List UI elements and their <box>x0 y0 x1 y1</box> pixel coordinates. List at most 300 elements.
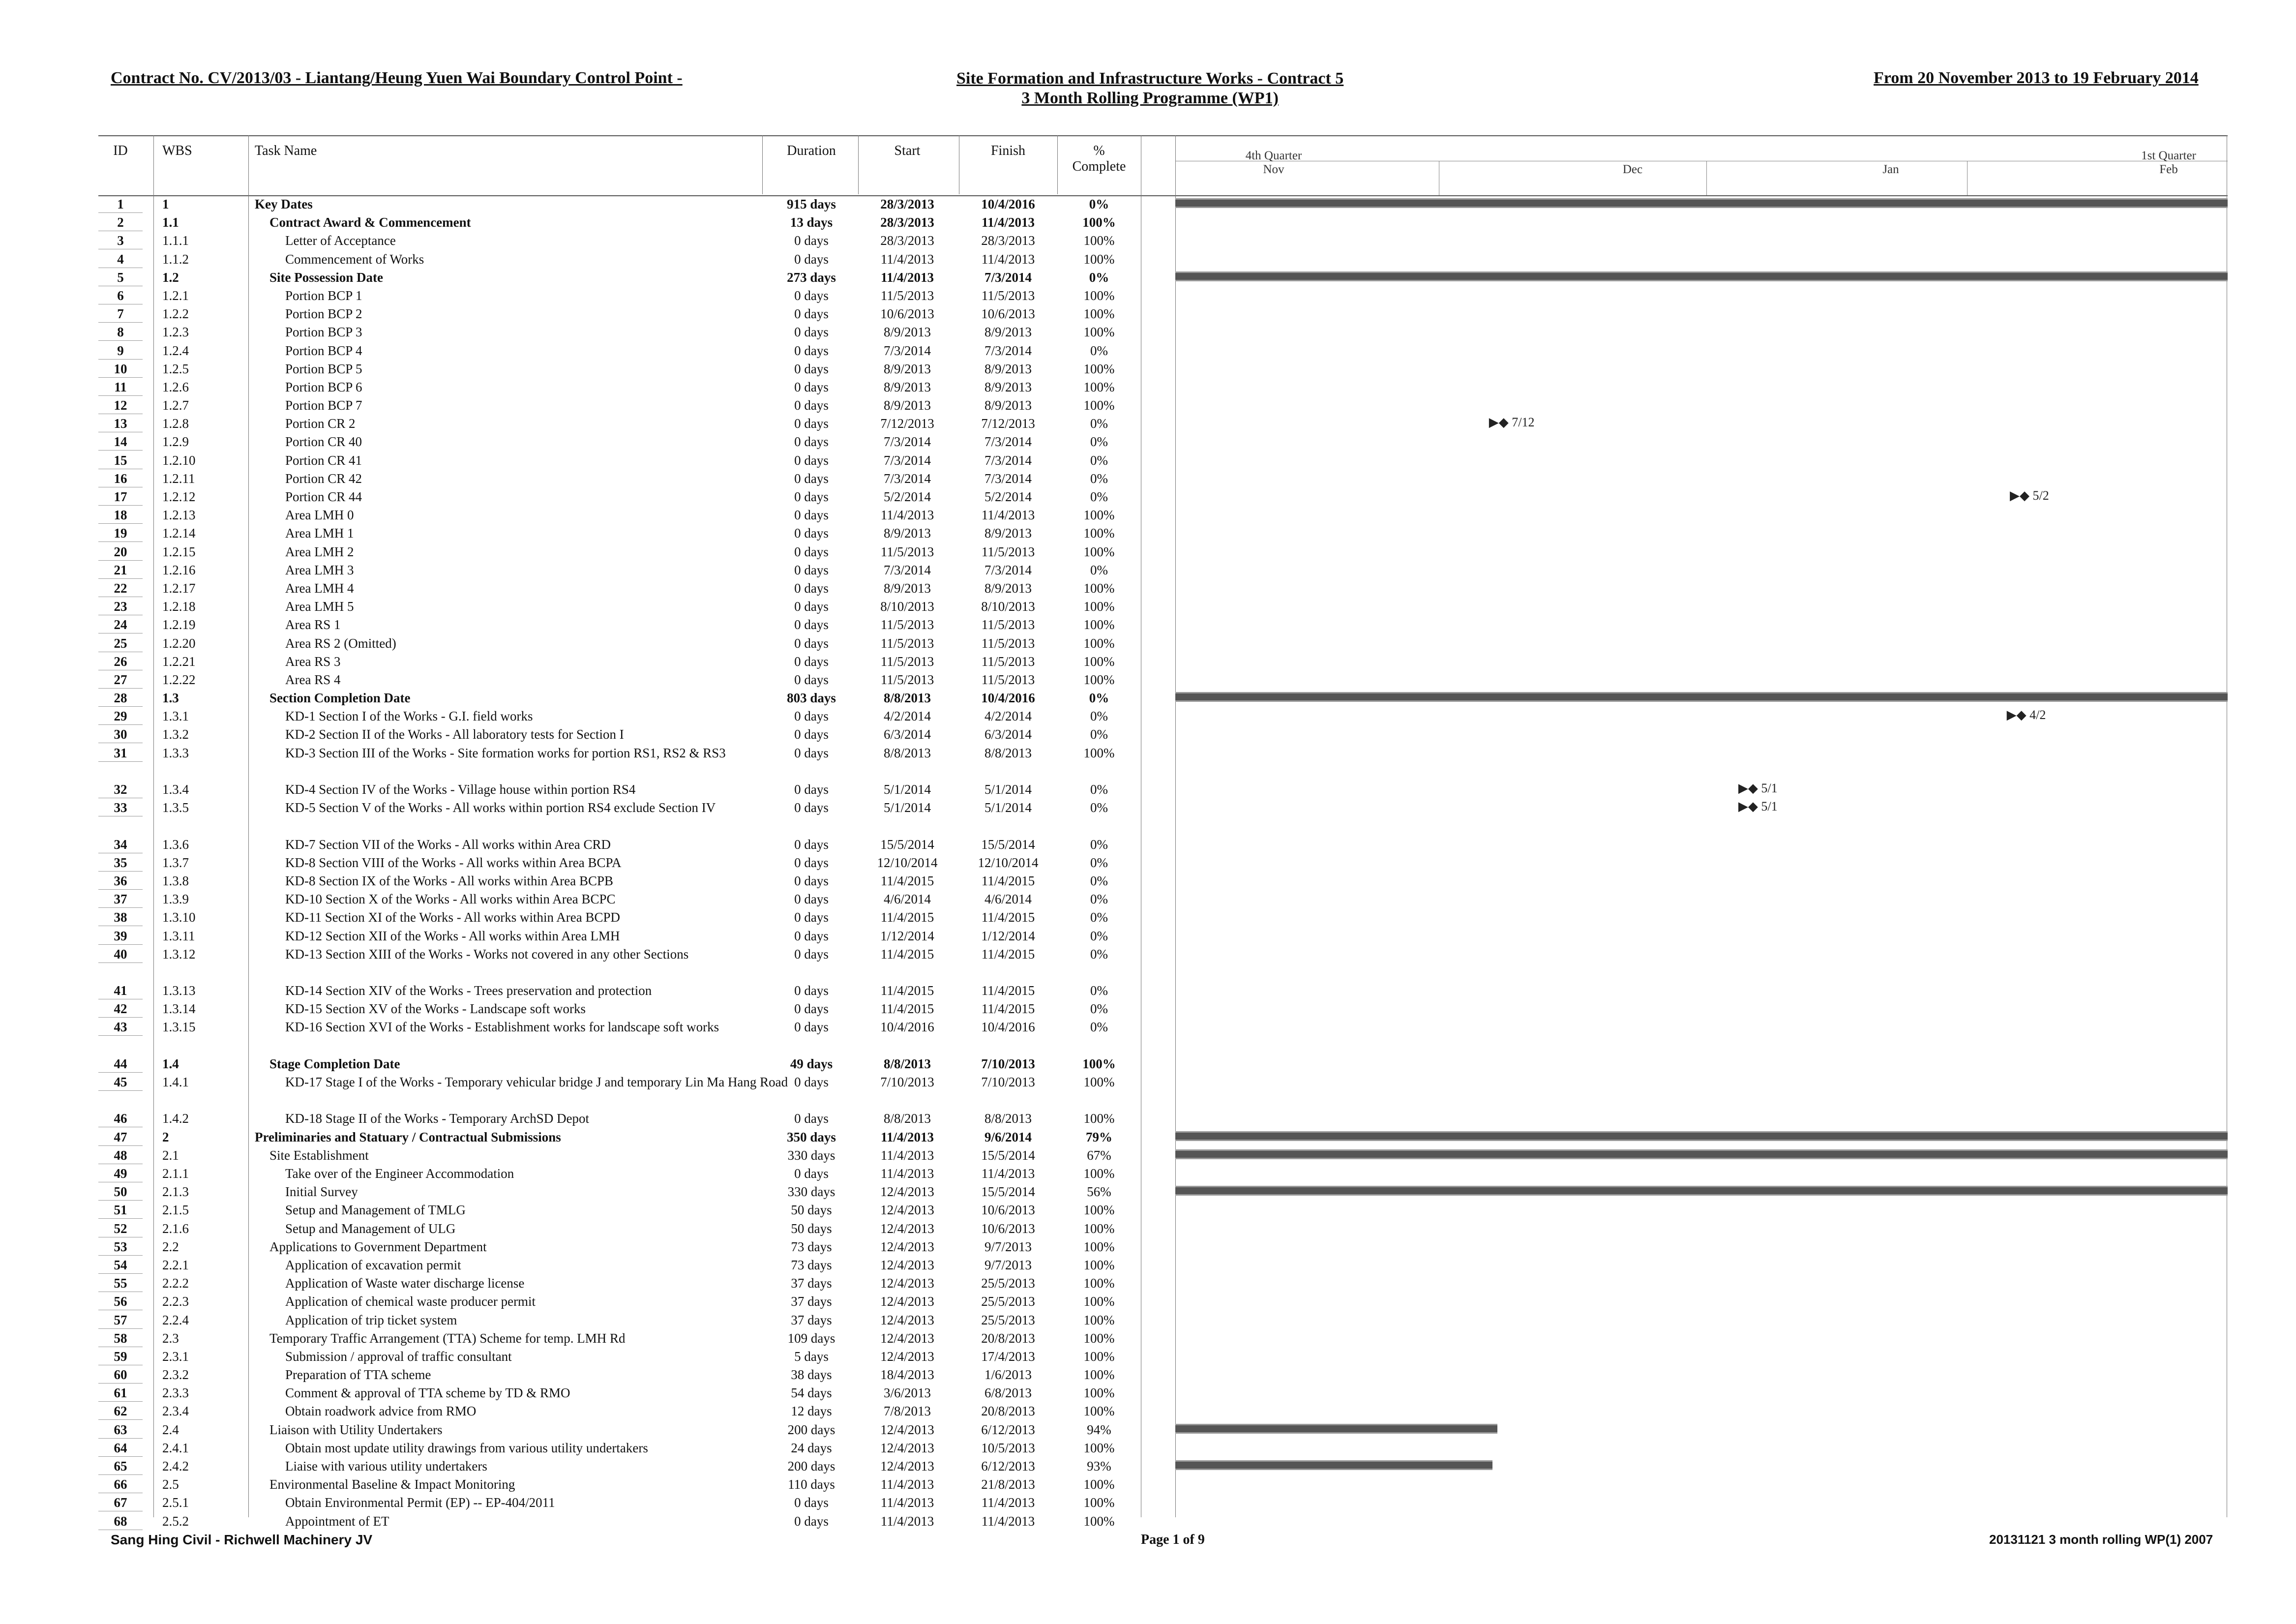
task-duration: 0 days <box>794 672 829 687</box>
task-wbs: 1.4.1 <box>162 1075 189 1090</box>
task-name: Area RS 2 (Omitted) <box>285 635 396 651</box>
task-pct-complete: 0% <box>1090 709 1108 724</box>
task-wbs: 1.2.12 <box>162 489 196 504</box>
task-name: Area LMH 0 <box>285 508 354 523</box>
task-name: KD-8 Section IX of the Works - All works within Area BCPB <box>285 873 614 888</box>
task-start: 8/9/2013 <box>883 580 931 596</box>
task-row <box>98 268 2228 286</box>
task-row <box>98 451 2228 469</box>
task-finish: 7/3/2014 <box>984 434 1032 450</box>
task-wbs: 1.3.3 <box>162 745 189 760</box>
task-wbs: 1.3.8 <box>162 873 189 888</box>
task-name: Portion BCP 5 <box>285 361 362 376</box>
task-row <box>98 1511 2228 1530</box>
task-row <box>98 1365 2228 1383</box>
task-start: 7/12/2013 <box>880 416 934 431</box>
task-id: 22 <box>98 580 143 597</box>
task-name: Preliminaries and Statuary / Contractual Submissions <box>255 1129 561 1144</box>
task-finish: 6/12/2013 <box>981 1422 1035 1437</box>
task-duration: 0 days <box>794 599 829 614</box>
quarter-1-label <box>2119 149 2218 177</box>
task-wbs: 1.3.13 <box>162 983 196 998</box>
milestone-diamond-icon: ▶◆ <box>1738 799 1761 814</box>
task-id: 24 <box>98 617 143 633</box>
task-name: Portion CR 41 <box>285 452 362 468</box>
task-name: Take over of the Engineer Accommodation <box>285 1166 514 1181</box>
task-row <box>98 871 2228 889</box>
task-wbs: 1.3.11 <box>162 928 195 943</box>
task-finish: 11/4/2013 <box>981 215 1035 230</box>
task-duration: 0 days <box>794 1513 829 1529</box>
task-row <box>98 469 2228 487</box>
task-name: Area LMH 2 <box>285 544 354 559</box>
task-wbs: 1.2.14 <box>162 526 196 541</box>
task-name: Portion BCP 2 <box>285 306 362 322</box>
task-pct-complete: 100% <box>1083 672 1115 687</box>
task-pct-complete: 93% <box>1087 1459 1111 1474</box>
col-start-header: Start <box>894 143 921 158</box>
task-row <box>98 231 2228 249</box>
task-finish: 11/4/2013 <box>981 1166 1035 1181</box>
task-row <box>98 688 2228 706</box>
task-finish: 1/12/2014 <box>981 928 1035 943</box>
col-task-header: Task Name <box>255 143 317 158</box>
task-start: 12/4/2013 <box>880 1203 934 1218</box>
task-name: KD-12 Section XII of the Works - All works within Area LMH <box>285 928 620 943</box>
month-nov: Nov <box>1263 163 1284 176</box>
task-pct-complete: 0% <box>1090 727 1108 742</box>
task-id: 28 <box>98 690 143 707</box>
task-name: Obtain Environmental Permit (EP) -- EP-404/2011 <box>285 1495 555 1510</box>
task-finish: 11/5/2013 <box>981 544 1035 559</box>
task-start: 12/4/2013 <box>880 1440 934 1455</box>
milestone-label: 5/1 <box>1761 781 1778 796</box>
milestone-label: 7/12 <box>1512 415 1535 430</box>
task-name: Area RS 4 <box>285 672 341 687</box>
task-wbs: 2.5.1 <box>162 1495 189 1510</box>
task-start: 11/4/2015 <box>880 910 934 925</box>
task-duration: 803 days <box>787 691 836 706</box>
task-id: 14 <box>98 434 143 451</box>
task-start: 12/4/2013 <box>880 1257 934 1272</box>
task-name: Section Completion Date <box>269 691 411 706</box>
task-pct-complete: 100% <box>1083 325 1115 340</box>
task-name: Appointment of ET <box>285 1513 389 1529</box>
task-pct-complete: 0% <box>1090 782 1108 797</box>
task-pct-complete: 100% <box>1083 580 1115 596</box>
task-wbs: 1.3.4 <box>162 782 189 797</box>
gantt-bar <box>1175 1186 2228 1196</box>
task-name: Initial Survey <box>285 1184 358 1200</box>
task-finish: 8/9/2013 <box>984 361 1032 376</box>
task-row <box>98 286 2228 304</box>
task-row <box>98 706 2228 724</box>
task-start: 7/10/2013 <box>880 1075 934 1090</box>
task-row <box>98 798 2228 834</box>
task-name: Obtain most update utility drawings from various utility undertakers <box>285 1440 648 1455</box>
task-pct-complete: 100% <box>1083 233 1115 248</box>
task-row <box>98 523 2228 541</box>
milestone-marker <box>1489 415 1535 430</box>
task-wbs: 1.2.18 <box>162 599 196 614</box>
task-pct-complete: 100% <box>1083 1239 1115 1254</box>
gantt-bar <box>1175 1460 1492 1470</box>
task-row <box>98 1054 2228 1072</box>
task-row <box>98 1219 2228 1237</box>
task-start: 8/8/2013 <box>883 1056 931 1071</box>
task-name: Portion BCP 6 <box>285 379 362 394</box>
task-pct-complete: 0% <box>1090 800 1108 815</box>
task-wbs: 1.3.10 <box>162 910 196 925</box>
task-wbs: 1.3.6 <box>162 837 189 852</box>
task-pct-complete: 100% <box>1083 398 1115 413</box>
task-pct-complete: 0% <box>1089 197 1109 211</box>
task-start: 11/4/2013 <box>880 508 934 523</box>
task-id: 23 <box>98 599 143 615</box>
task-start: 8/9/2013 <box>883 325 931 340</box>
task-pct-complete: 100% <box>1083 508 1115 523</box>
task-pct-complete: 100% <box>1083 251 1115 267</box>
task-wbs: 1.2.6 <box>162 379 189 394</box>
task-start: 12/4/2013 <box>880 1239 934 1254</box>
task-id: 52 <box>98 1221 143 1237</box>
task-start: 12/4/2013 <box>880 1349 934 1364</box>
task-start: 8/8/2013 <box>883 691 931 706</box>
task-id: 68 <box>98 1513 143 1530</box>
task-id: 45 <box>98 1074 143 1091</box>
task-finish: 8/9/2013 <box>984 379 1032 394</box>
task-row <box>98 341 2228 359</box>
task-finish: 9/7/2013 <box>984 1239 1032 1254</box>
task-row <box>98 1383 2228 1401</box>
task-start: 11/4/2013 <box>880 1477 934 1492</box>
task-row <box>98 780 2228 798</box>
task-wbs: 1.1.1 <box>162 233 189 248</box>
task-duration: 0 days <box>794 544 829 559</box>
task-finish: 10/4/2016 <box>981 1020 1035 1035</box>
task-wbs: 1.2.3 <box>162 325 189 340</box>
task-duration: 12 days <box>791 1404 832 1419</box>
task-duration: 330 days <box>787 1184 835 1200</box>
task-finish: 5/1/2014 <box>984 800 1032 815</box>
task-id: 1 <box>98 196 143 213</box>
task-wbs: 1.2.7 <box>162 398 189 413</box>
task-finish: 5/2/2014 <box>984 489 1032 504</box>
task-pct-complete: 0% <box>1090 434 1108 450</box>
task-duration: 0 days <box>794 1166 829 1181</box>
task-wbs: 1.2.20 <box>162 635 196 651</box>
task-name: Portion CR 2 <box>285 416 356 431</box>
task-wbs: 2.3.4 <box>162 1404 189 1419</box>
task-wbs: 1.2.21 <box>162 654 196 669</box>
task-id: 9 <box>98 343 143 360</box>
task-wbs: 2 <box>162 1129 169 1144</box>
task-finish: 7/12/2013 <box>981 416 1035 431</box>
task-duration: 0 days <box>794 1111 829 1126</box>
milestone-diamond-icon: ▶◆ <box>2010 488 2033 503</box>
task-id: 38 <box>98 909 143 926</box>
task-row <box>98 1255 2228 1273</box>
task-start: 11/4/2013 <box>880 1147 934 1163</box>
task-finish: 8/8/2013 <box>984 1111 1032 1126</box>
task-start: 12/4/2013 <box>880 1221 934 1236</box>
milestone-marker <box>1738 781 1778 796</box>
task-pct-complete: 0% <box>1090 837 1108 852</box>
col-finish-header: Finish <box>990 143 1026 158</box>
task-duration: 37 days <box>791 1294 832 1309</box>
task-start: 5/2/2014 <box>883 489 931 504</box>
column-header-row <box>98 135 2228 196</box>
task-row <box>98 1237 2228 1255</box>
task-row <box>98 1273 2228 1292</box>
task-id: 41 <box>98 983 143 999</box>
task-duration: 0 days <box>794 233 829 248</box>
col-duration-header: Duration <box>787 143 836 158</box>
task-finish: 11/4/2013 <box>981 251 1035 267</box>
task-wbs: 1.3.14 <box>162 1001 196 1017</box>
task-id: 47 <box>98 1129 143 1146</box>
task-name: KD-15 Section XV of the Works - Landscape soft works <box>285 1001 586 1017</box>
task-wbs: 1.2.16 <box>162 562 196 577</box>
task-id: 33 <box>98 800 143 816</box>
task-finish: 11/5/2013 <box>981 617 1035 632</box>
task-start: 7/3/2014 <box>883 471 931 486</box>
task-duration: 0 days <box>794 251 829 267</box>
month-dec: Dec <box>1622 163 1643 176</box>
task-name: KD-14 Section XIV of the Works - Trees preservation and protection <box>285 983 652 998</box>
task-id: 54 <box>98 1257 143 1274</box>
programme-title-line1: Site Formation and Infrastructure Works - Contract 5 <box>956 69 1344 88</box>
task-id: 16 <box>98 471 143 487</box>
task-id: 51 <box>98 1202 143 1219</box>
task-name: KD-3 Section III of the Works - Site formation works for portion RS1, RS2 & RS3 <box>285 745 726 760</box>
task-duration: 0 days <box>794 489 829 504</box>
task-id: 5 <box>98 270 143 286</box>
quarter-1-top: 1st Quarter <box>2141 149 2196 162</box>
task-pct-complete: 100% <box>1083 1513 1115 1529</box>
task-id: 7 <box>98 306 143 323</box>
task-pct-complete: 100% <box>1083 526 1115 541</box>
task-row <box>98 1347 2228 1365</box>
task-finish: 11/4/2015 <box>981 1001 1035 1017</box>
task-pct-complete: 100% <box>1083 1276 1115 1291</box>
task-name: Site Possession Date <box>269 270 383 285</box>
task-id: 46 <box>98 1111 143 1127</box>
task-finish: 11/5/2013 <box>981 672 1035 687</box>
task-pct-complete: 100% <box>1083 1111 1115 1126</box>
task-finish: 8/9/2013 <box>984 526 1032 541</box>
task-duration: 0 days <box>794 343 829 358</box>
task-name: KD-2 Section II of the Works - All laboratory tests for Section I <box>285 727 624 742</box>
milestone-diamond-icon: ▶◆ <box>1738 781 1761 796</box>
task-name: KD-16 Section XVI of the Works - Establishment works for landscape soft works <box>285 1020 719 1035</box>
task-name: Portion CR 42 <box>285 471 362 486</box>
task-finish: 11/4/2013 <box>981 1495 1035 1510</box>
task-row <box>98 1200 2228 1218</box>
task-id: 27 <box>98 672 143 689</box>
task-duration: 54 days <box>791 1385 832 1401</box>
task-duration: 0 days <box>794 617 829 632</box>
task-finish: 15/5/2014 <box>981 837 1035 852</box>
task-name: Area LMH 3 <box>285 562 354 577</box>
task-id: 21 <box>98 562 143 579</box>
task-name: Application of excavation permit <box>285 1257 461 1272</box>
task-start: 11/5/2013 <box>880 672 934 687</box>
task-wbs: 1.2.19 <box>162 617 196 632</box>
task-row <box>98 1493 2228 1511</box>
task-duration: 0 days <box>794 654 829 669</box>
task-duration: 73 days <box>791 1257 832 1272</box>
task-finish: 11/4/2015 <box>981 910 1035 925</box>
task-duration: 0 days <box>794 379 829 394</box>
programme-title <box>956 69 1343 108</box>
task-duration: 0 days <box>794 1020 829 1035</box>
task-pct-complete: 0% <box>1090 489 1108 504</box>
task-wbs: 2.2.1 <box>162 1257 189 1272</box>
task-name: KD-4 Section IV of the Works - Village house within portion RS4 <box>285 782 636 797</box>
task-duration: 273 days <box>787 270 836 285</box>
task-id: 50 <box>98 1184 143 1201</box>
divider-task-dur <box>762 135 763 194</box>
task-id: 17 <box>98 489 143 506</box>
task-row <box>98 743 2228 780</box>
task-row <box>98 889 2228 907</box>
task-pct-complete: 0% <box>1089 270 1109 285</box>
task-name: KD-10 Section X of the Works - All works within Area BCPC <box>285 892 616 907</box>
task-row <box>98 1182 2228 1200</box>
task-duration: 0 days <box>794 837 829 852</box>
task-start: 11/5/2013 <box>880 544 934 559</box>
task-name: Area LMH 5 <box>285 599 354 614</box>
task-id: 60 <box>98 1367 143 1383</box>
task-id: 56 <box>98 1293 143 1310</box>
task-pct-complete: 56% <box>1087 1184 1111 1200</box>
task-duration: 0 days <box>794 434 829 450</box>
gantt-bar <box>1175 1424 1497 1434</box>
task-start: 11/4/2015 <box>880 983 934 998</box>
task-pct-complete: 100% <box>1083 1203 1115 1218</box>
task-start: 8/9/2013 <box>883 526 931 541</box>
task-id: 6 <box>98 288 143 304</box>
task-row <box>98 432 2228 450</box>
task-wbs: 2.3.2 <box>162 1367 189 1383</box>
task-id: 34 <box>98 837 143 853</box>
task-wbs: 2.2 <box>162 1239 179 1254</box>
task-pct-complete: 0% <box>1090 1020 1108 1035</box>
timescale <box>1175 146 2228 195</box>
task-duration: 0 days <box>794 745 829 760</box>
task-start: 11/5/2013 <box>880 635 934 651</box>
task-row <box>98 560 2228 578</box>
task-start: 28/3/2013 <box>880 233 934 248</box>
task-pct-complete: 100% <box>1083 361 1115 376</box>
task-start: 8/10/2013 <box>880 599 934 614</box>
task-pct-complete: 100% <box>1083 1385 1115 1401</box>
task-duration: 0 days <box>794 983 829 998</box>
task-start: 10/6/2013 <box>880 306 934 322</box>
task-id: 49 <box>98 1166 143 1182</box>
task-pct-complete: 0% <box>1089 691 1109 706</box>
task-row <box>98 359 2228 377</box>
task-start: 7/3/2014 <box>883 562 931 577</box>
task-id: 35 <box>98 855 143 872</box>
task-finish: 20/8/2013 <box>981 1330 1035 1346</box>
task-name: KD-17 Stage I of the Works - Temporary vehicular bridge J and temporary Lin Ma Hang Road <box>285 1075 788 1090</box>
task-name: Portion BCP 1 <box>285 288 362 303</box>
task-id: 29 <box>98 708 143 725</box>
task-name: Contract Award & Commencement <box>269 215 471 230</box>
task-start: 10/4/2016 <box>880 1020 934 1035</box>
task-id: 48 <box>98 1147 143 1164</box>
task-row <box>98 487 2228 505</box>
task-pct-complete: 0% <box>1090 416 1108 431</box>
task-id: 65 <box>98 1458 143 1475</box>
period-title: From 20 November 2013 to 19 February 2014 <box>1874 69 2199 87</box>
task-wbs: 1 <box>162 197 169 211</box>
task-row <box>98 377 2228 395</box>
task-start: 18/4/2013 <box>880 1367 934 1383</box>
task-id: 61 <box>98 1385 143 1402</box>
task-wbs: 1.1.2 <box>162 251 189 267</box>
task-row <box>98 249 2228 268</box>
task-wbs: 1.3.15 <box>162 1020 196 1035</box>
task-pct-complete: 0% <box>1090 562 1108 577</box>
task-duration: 0 days <box>794 398 829 413</box>
gantt-bar <box>1175 692 2228 702</box>
milestone-label: 5/2 <box>2032 488 2049 503</box>
task-finish: 7/3/2014 <box>984 343 1032 358</box>
task-name: Portion BCP 7 <box>285 398 362 413</box>
task-finish: 25/5/2013 <box>981 1294 1035 1309</box>
task-name: Portion BCP 4 <box>285 343 362 358</box>
quarter-4-top: 4th Quarter <box>1245 149 1302 162</box>
task-wbs: 1.3.5 <box>162 800 189 815</box>
task-pct-complete: 100% <box>1083 599 1115 614</box>
task-wbs: 1.2.1 <box>162 288 189 303</box>
task-pct-complete: 100% <box>1083 745 1115 760</box>
task-wbs: 1.3.1 <box>162 709 189 724</box>
task-start: 15/5/2014 <box>880 837 934 852</box>
task-pct-complete: 100% <box>1083 1075 1115 1090</box>
task-name: Area RS 3 <box>285 654 341 669</box>
task-finish: 10/6/2013 <box>981 1203 1035 1218</box>
gantt-table <box>98 135 2228 1529</box>
task-duration: 0 days <box>794 873 829 888</box>
task-duration: 0 days <box>794 946 829 962</box>
task-pct-complete: 100% <box>1083 654 1115 669</box>
task-id: 37 <box>98 891 143 908</box>
task-row <box>98 1072 2228 1109</box>
task-start: 11/4/2015 <box>880 873 934 888</box>
task-finish: 9/7/2013 <box>984 1257 1032 1272</box>
task-pct-complete: 100% <box>1083 1367 1115 1383</box>
task-row <box>98 212 2228 231</box>
task-duration: 0 days <box>794 1495 829 1510</box>
task-duration: 5 days <box>794 1349 829 1364</box>
milestone-diamond-icon: ▶◆ <box>1489 415 1512 430</box>
task-row <box>98 597 2228 615</box>
task-finish: 10/6/2013 <box>981 306 1035 322</box>
task-row <box>98 999 2228 1017</box>
task-duration: 37 days <box>791 1312 832 1327</box>
task-id: 43 <box>98 1019 143 1036</box>
task-finish: 10/4/2016 <box>981 691 1035 706</box>
gantt-bar <box>1175 1149 2228 1159</box>
col-wbs-header: WBS <box>162 143 192 158</box>
task-duration: 0 days <box>794 580 829 596</box>
task-start: 8/8/2013 <box>883 1111 931 1126</box>
task-row <box>98 652 2228 670</box>
